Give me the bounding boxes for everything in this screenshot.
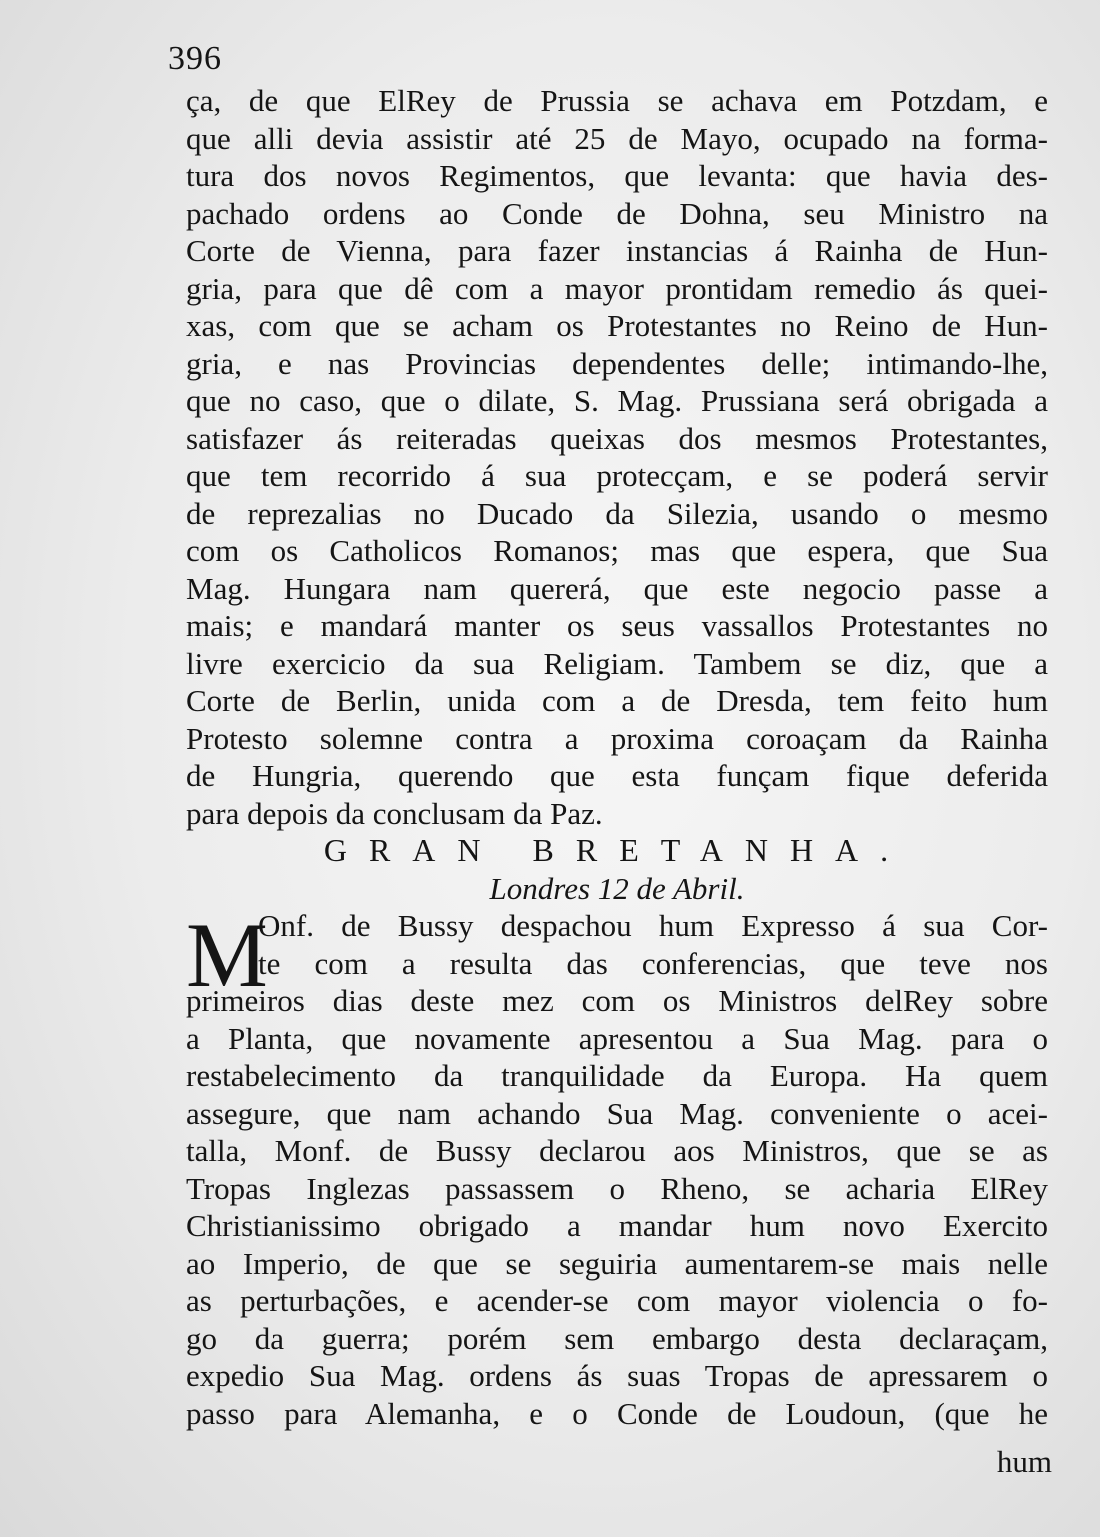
page-number: 396 [168,40,222,77]
text-line: pachado ordens ao Conde de Dohna, seu Ministro na [186,195,1048,231]
section-heading: GRAN BRETANHA. [323,832,911,868]
text-line: satisfazer ás reiteradas queixas dos mesmos Protestantes, [186,420,1048,456]
text-line: tura dos novos Regimentos, que levanta: que havia des- [186,158,1048,193]
text-line: gria, e nas Provincias dependentes delle; intimando-lhe, [186,345,1048,381]
text-line: livre exercicio da sua Religiam. Tambem se diz, que a [186,645,1048,681]
catchword: hum [996,1444,1052,1479]
text-line: Corte de Berlin, unida com a de Dresda, tem feito hum [186,683,1048,718]
text-line: talla, Monf. de Bussy declarou aos Ministros, que se as [186,1133,1048,1168]
text-line: que no caso, que o dilate, S. Mag. Prussiana será obrigada a [186,383,1048,418]
text-line: mais; e mandará manter os seus vassallos Protestantes no [186,608,1048,643]
text-line: para depois da conclusam da Paz. [186,795,603,831]
text-line: ça, de que ElRey de Prussia se achava em Potzdam, e [186,83,1048,118]
text-line: gria, para que dê com a mayor prontidam remedio ás quei- [186,270,1048,306]
news-paragraph-london [186,904,1048,1432]
drop-cap: M [186,904,268,1006]
text-line: ao Imperio, de que se seguiria aumentarem-se mais nelle [186,1245,1048,1281]
text-line: que tem recorrido á sua protecçam, e se poderá servir [186,458,1048,493]
text-line: expedio Sua Mag. ordens ás suas Tropas de apressarem o [186,1358,1048,1393]
text-line: go da guerra; porém sem embargo desta declaraçam, [186,1320,1048,1356]
text-line: passo para Alemanha, e o Conde de Loudoun, (que he [186,1395,1048,1431]
text-line: com os Catholicos Romanos; mas que espera, que Sua [186,533,1048,568]
text-line: de reprezalias no Ducado da Silezia, usando o mesmo [186,495,1048,531]
text-line: te com a resulta das conferencias, que teve nos [258,945,1048,981]
text-line: que alli devia assistir até 25 de Mayo, ocupado na forma- [186,120,1048,156]
text-line: Tropas Inglezas passassem o Rheno, se acharia ElRey [186,1170,1048,1206]
text-line: Protesto solemne contra a proxima coroaçam da Rainha [186,720,1048,756]
text-line: Corte de Vienna, para fazer instancias á Rainha de Hun- [186,233,1048,268]
text-line: Mag. Hungara nam quererá, que este negocio passe a [186,570,1048,606]
text-line: Christianissimo obrigado a mandar hum novo Exercito [186,1208,1048,1243]
text-line: de Hungria, querendo que esta funçam fique deferida [186,758,1048,793]
text-block [186,82,1048,1432]
text-line: restabelecimento da tranquilidade da Europa. Ha quem [186,1058,1048,1093]
news-paragraph-prussia [186,82,1048,832]
text-line: xas, com que se acham os Protestantes no Reino de Hun- [186,308,1048,343]
dateline: Londres 12 de Abril. [489,870,745,906]
text-line: as perturbações, e acender-se com mayor violencia o fo- [186,1283,1048,1318]
text-line: primeiros dias deste mez com os Ministros delRey sobre [186,983,1048,1018]
text-line: assegure, que nam achando Sua Mag. conveniente o acei- [186,1095,1048,1131]
text-line: a Planta, que novamente apresentou a Sua Mag. para o [186,1020,1048,1056]
text-line: Onf. de Bussy despachou hum Expresso á sua Cor- [258,908,1048,943]
